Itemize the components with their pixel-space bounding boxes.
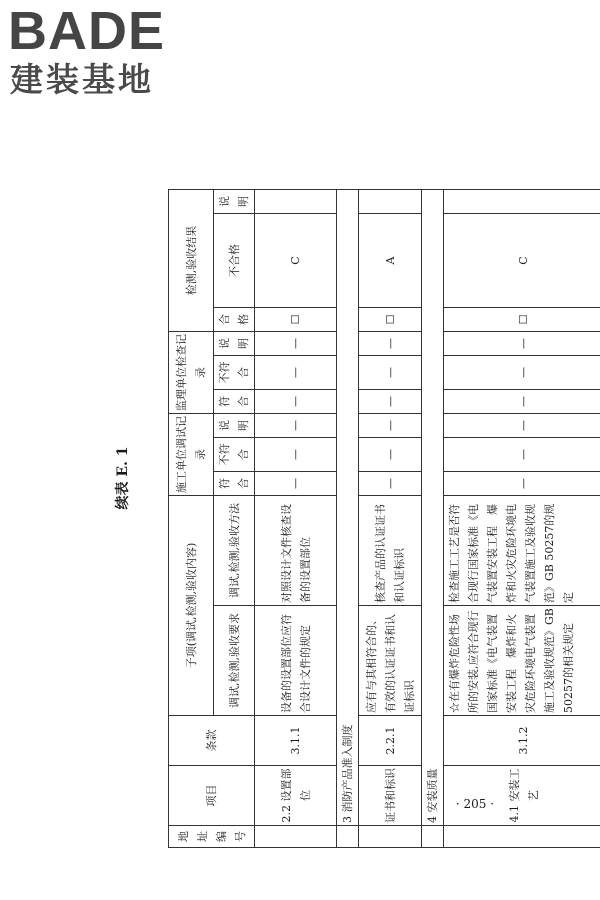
requirement-cell: ☆在有爆炸危险性场所的安装,应符合现行国家标准《电气装置安装工程 爆炸和火灾危险环境电气装置施工及验收规范》GB 50257的相关规定: [444, 606, 600, 716]
table-row: [255, 189, 337, 847]
supervision-conform-cell: —: [359, 389, 422, 413]
supervision-note-cell: —: [255, 331, 337, 355]
supervision-nonconform-cell: —: [444, 355, 600, 389]
result-note-cell: [359, 189, 422, 213]
logo: [8, 2, 208, 102]
supervision-nonconform-cell: —: [359, 355, 422, 389]
requirement-cell: 应有与其相符合的、有效的认证证书和认证标识: [359, 606, 422, 716]
unqualified-cell: C: [255, 213, 337, 307]
header-clause: 条款: [169, 716, 255, 766]
section-title: 3 消防产品准入制度: [337, 189, 359, 825]
header-requirement: 调试,检测,验收要求: [214, 606, 255, 716]
header-construction-nonconform: 不符合: [214, 437, 255, 471]
supervision-note-cell: —: [359, 331, 422, 355]
logo-subtitle: 建装基地: [10, 60, 154, 99]
construction-conform-cell: —: [359, 471, 422, 495]
address-cell: [337, 826, 359, 848]
method-cell: 检查施工工艺是否符合现行国家标准《电气装置安装工程 爆炸和火灾危险环境电气装置施工及验收规范》GB 50257的规定: [444, 495, 600, 605]
clause-cell: 3.1.2: [444, 716, 600, 766]
construction-note-cell: —: [255, 413, 337, 437]
header-inspection-result: 检测,验收结果: [169, 189, 214, 331]
header-method: 调试,检测,验收方法: [214, 495, 255, 605]
page-number: · 205 ·: [455, 797, 495, 811]
header-construction-conform: 符合: [214, 471, 255, 495]
table-row: [444, 189, 600, 847]
table-row: [359, 189, 422, 847]
unqualified-cell: A: [359, 213, 422, 307]
construction-nonconform-cell: —: [255, 437, 337, 471]
supervision-conform-cell: —: [255, 389, 337, 413]
inspection-table: [168, 189, 600, 848]
construction-note-cell: —: [444, 413, 600, 437]
address-cell: [359, 826, 422, 848]
section-title: 4 安装质量: [422, 189, 444, 825]
header-result-note: 说明: [214, 189, 255, 213]
address-cell: [255, 826, 337, 848]
clause-cell: 3.1.1: [255, 716, 337, 766]
header-supervision-conform: 符合: [214, 389, 255, 413]
method-cell: 核查产品的认证证书和认证标识: [359, 495, 422, 605]
clause-cell: 2.2.1: [359, 716, 422, 766]
table-caption: 续表 E. 1: [115, 446, 131, 510]
header-supervision-record: 监理单位检查记录: [169, 331, 214, 413]
section-row: [422, 189, 444, 847]
header-subitem: 子项(调试,检测,验收内容): [169, 495, 214, 715]
construction-note-cell: —: [359, 413, 422, 437]
project-cell: 2.2 设置部位: [255, 766, 337, 826]
section-row: [337, 189, 359, 847]
supervision-conform-cell: —: [444, 389, 600, 413]
address-cell: [444, 826, 600, 848]
construction-nonconform-cell: —: [444, 437, 600, 471]
supervision-note-cell: —: [444, 331, 600, 355]
qualified-checkbox: ☐: [255, 307, 337, 331]
supervision-nonconform-cell: —: [255, 355, 337, 389]
requirement-cell: 设备的设置部位应符合设计文件的规定: [255, 606, 337, 716]
header-construction-note: 说明: [214, 413, 255, 437]
project-cell: 证书和标识: [359, 766, 422, 826]
method-cell: 对照设计文件核查设备的设置部位: [255, 495, 337, 605]
construction-conform-cell: —: [255, 471, 337, 495]
header-row-1: [169, 189, 214, 847]
project-cell: 4.1 安装工艺: [444, 766, 600, 826]
construction-nonconform-cell: —: [359, 437, 422, 471]
header-supervision-note: 说明: [214, 331, 255, 355]
header-project: 项目: [169, 766, 255, 826]
header-address-code: 地址编号: [169, 826, 255, 848]
header-unqualified: 不合格: [214, 213, 255, 307]
rotated-page-content: [80, 108, 575, 848]
header-construction-record: 施工单位调试记录: [169, 413, 214, 495]
unqualified-cell: C: [444, 213, 600, 307]
result-note-cell: [255, 189, 337, 213]
header-qualified: 合格: [214, 307, 255, 331]
address-cell: [422, 826, 444, 848]
result-note-cell: [444, 189, 600, 213]
qualified-checkbox: ☐: [444, 307, 600, 331]
logo-brand: BADE: [8, 1, 166, 61]
construction-conform-cell: —: [444, 471, 600, 495]
header-supervision-nonconform: 不符合: [214, 355, 255, 389]
qualified-checkbox: ☐: [359, 307, 422, 331]
